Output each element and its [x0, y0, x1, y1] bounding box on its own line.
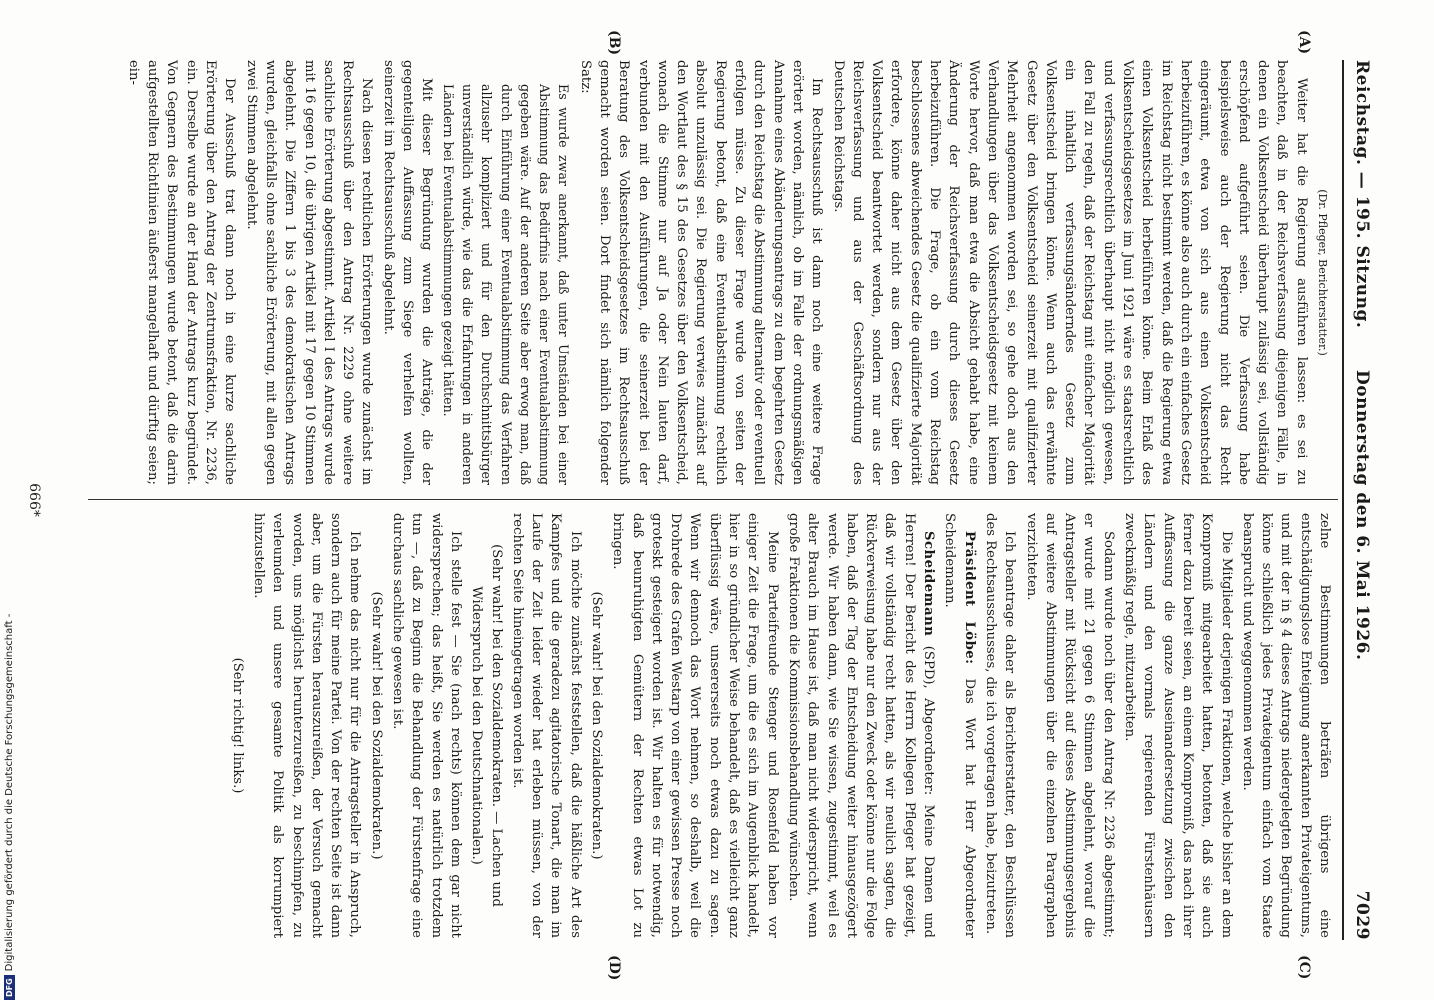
margin-mark-b: (B) [606, 30, 622, 56]
left-column [122, 60, 1334, 485]
speaker-tag: (Dr. Pfleger, Berichterstatter.) [1316, 189, 1329, 356]
digitization-note [4, 6, 20, 1000]
president-statement [940, 513, 979, 938]
header-page-number: 7029 [1352, 890, 1372, 940]
block-quote: Es wurde zwar anerkannt, daß unter Umständen bei einer Abstimmung das Bedürfnis nach einer Eventualabstimmung gegeben wäre. Auf der anderen Seite aber erwog man, daß durch Einführung einer Eventualabstimmung das Verfahren allzusehr kompliziert und für den Durchschnittsbürger unverständlich würde, wie das die Erfahrungen in anderen Ländern bei Eventualabstimmungen gezeigt hätten. [440, 84, 572, 485]
paragraph: Im Rechtsausschuß ist dann noch eine weitere Frage erörtert worden, nämlich, ob im Falle der ordnungsmäßigen Annahme eines Abänderungsantrags zu dem begehrten Gesetz durch den Reichstag die Abstimmung alternativ oder eventuell erfolgen müsse. Zu dieser Frage wurde von seiten der Regierung betont, daß eine Eventualabstimmung rechtlich absolut unzulässig sei. Die Regierung verwies zunächst auf den Wortlaut des § 15 des Gesetzes über den Volksentscheid, wonach die Stimme nur auf Ja oder Nein lauten darf, verbunden mit den Ausführungen, die seinerzeit bei der Beratung des Volksentscheidsgesetzes im Rechtsausschuß gemacht worden seien. Dort findet sich nämlich folgender Satz: [577, 60, 825, 485]
digitization-text: Digitalisierung gefördert durch die Deutsche Forschungsgemeinschaft - [4, 613, 15, 972]
header-rule [1342, 60, 1344, 940]
paragraph: Mit dieser Begründung wurden die Anträge, die der gegenteiligen Auffassung zum Siege verhelfen wollten, seinerzeit im Rechtsausschuß abgelehnt. [380, 60, 435, 485]
margin-mark-a: (A) [1296, 30, 1312, 55]
speaker-name: Scheidemann [921, 531, 937, 637]
paragraph: zelne Bestimmungen beträfen übrigens eine entschädigungslose Enteignung anerkannten Privateigentums, und mit der in § 4 dieses Antrags niedergelegten Begründung könne schließlich jedes Privateigentum einfach vom Staate beansprucht und weggenommen werden. [1239, 513, 1332, 938]
interjection: (Sehr wahr! bei den Sozialdemokraten.) [368, 591, 384, 860]
right-column [225, 513, 1334, 938]
page-header [1346, 60, 1372, 940]
interjection: (Sehr wahr! bei den Sozialdemokraten.) [589, 591, 605, 860]
margin-mark-c: (C) [1296, 955, 1312, 980]
interjection: (Sehr richtig! links.) [229, 657, 245, 794]
paragraph: Meine Parteifreunde Stenger und Rosenfeld haben vor einiger Zeit die Frage, um die es sich im Augenblick handelt, hier in so gründlicher Weise behandelt, daß es vielleicht ganz überflüssig wäre, unsererseits noch etwas dazu zu sagen. Wenn wir dennoch das Wort nehmen, so deshalb, weil die Drohrede des Grafen Westarp von einer gewissen Presse noch groteskt gesteigert worden ist. Wir halten es für notwendig, daß beunruhigten Gemütern der Rechten etwas Lot zu bringen. [610, 513, 780, 938]
footer-page-marker: 666* [26, 483, 42, 517]
margin-mark-d: (D) [606, 955, 622, 981]
header-session: Reichstag. — 195. Sitzung. [1352, 60, 1372, 329]
paragraph: Ich beantrage daher als Berichterstatter, den Beschlüssen des Rechtsausschusses, die ich vorgetragen habe, beizutreten. [982, 513, 1018, 938]
president-text: Das Wort hat Herr Abgeordneter Scheidemann. [942, 513, 977, 939]
speaker-intro: (SPD), Abgeordneter: Meine Damen und Herren! Der Bericht des Herrn Kollegen Pfleger hat gezeigt, daß wir vollständig recht hatten, als wir neulich sagten, die Rückverweisung habe nur den Zweck oder könne nur die Folge haben, daß der Tag der Entscheidung weiter hinausgezögert werde. Wir haben dann, wie Sie wissen, zugestimmt, weil es alter Brauch im Hause ist, daß man nicht widerspricht, wenn große Fraktionen die Kommissionsbehandlung wünschen. [785, 513, 937, 938]
president-name: Präsident Löbe: [961, 531, 977, 665]
interjection: (Sehr wahr! bei den Sozialdemokraten. — Lachen und Widerspruch bei den Deutschnationalen.) [469, 544, 504, 907]
paragraph: Ich nehme das nicht nur für die Antragsteller in Anspruch, sondern auch für meine Partei. Von der rechten Seite ist dann aber, um die Fürsten herauszureißen, der Versuch gemacht worden, uns möglichst herunterzureißen, zu beschimpfen, zu verleumden und unsere gesamte Politik als korrumpiert hinzustellen. [250, 513, 363, 938]
paragraph: Der Ausschuß trat dann noch in eine kurze sachliche Erörterung über den Antrag der Zentrumsfraktion, Nr. 2236, ein. Derselbe wurde an der Hand der Antrags kurz begründet. Von Gegnern des Bestimmungen wurde betont, daß die darin aufgestellten Richtlinien äußerst mangelhaft und dürftig seien; ein- [125, 60, 238, 485]
speaker-statement [784, 513, 938, 938]
paragraph: Nach diesen rechtlichen Erörterungen wurde zunächst im Rechtsausschuß über den Antrag Nr. 2229 ohne weitere sachliche Erörterung abgestimmt. Artikel I des Antrags wurde mit 16 gegen 10, die übrigen Artikel mit 17 gegen 10 Stimmen abgelehnt. Die Ziffern 1 bis 3 des demokratischen Antrags wurden, gleichfalls ohne sachliche Erörterung, mit allen gegen zwei Stimmen abgelehnt. [243, 60, 375, 485]
paragraph: Sodann wurde noch über den Antrag Nr. 2236 abgestimmt; er wurde mit 21 gegen 6 Stimmen abgelehnt, worauf die Antragsteller mit Rücksicht auf dieses Abstimmungsergebnis auf weitere Abstimmungen über die einzelnen Paragraphen verzichteten. [1023, 513, 1116, 938]
column-divider [88, 499, 1338, 500]
paragraph: Die Mitglieder derjenigen Fraktionen, welche bisher an dem Kompromiß mitgearbeitet hatten, betonten, daß sie auch ferner dazu bereit seien, an einem Kompromiß, das nach ihrer Auffassung die ganze Auseinandersetzung zwischen den Ländern und den vormals regierenden Fürstenhäusern zweckmäßig regle, mitzuarbeiten. [1122, 513, 1234, 938]
paragraph: Weiter hat die Regierung ausführen lassen: es sei zu beachten, daß in der Reichsverfassung diejenigen Fälle, in denen ein Volksentscheid überhaupt zulässig sei, vollständig erschöpfend aufgeführt seien. Die Verfassung habe beispielsweise auch der Regierung nicht das Recht eingeräumt, etwa von sich aus einen Volksentscheid herbeizuführen, es könne also auch durch ein einfaches Gesetz im Reichstag nicht bestimmt werden, daß die Regierung etwa einen Volksentscheid herbeiführen könne. Beim Erlaß des Volksentscheidsgesetzes im Juni 1921 wäre es staatsrechtlich und verfassungsrechtlich überhaupt nicht möglich gewesen, den Fall zu regeln, daß der Reichstag mit einfacher Majorität ein inhaltlich verfassungsänderndes Gesetz zum Volksentscheid bringen könne. Wenn auch das erwähnte Gesetz über den Volksentscheid seinerzeit mit qualifizierter Mehrheit angenommen worden sei, so gehe doch aus den Verhandlungen über das Volksentscheidsgesetz mit keinem Worte hervor, daß man etwa die Absicht gehabt habe, eine Änderung der Reichsverfassung durch dieses Gesetz herbeizuführen. Die Frage, ob ein vom Reichstag beschlossenes abweichendes Gesetz die qualifizierte Majorität erfordere, könne daher nicht aus dem Gesetz über den Volksentscheid beantwortet werden, sondern nur aus der Reichsverfassung und aus der Geschäftsordnung des Deutschen Reichstags. [830, 60, 1309, 485]
dfg-logo: DFG [4, 975, 15, 1000]
header-date: Donnerstag den 6. Mai 1926. [1352, 370, 1372, 661]
paragraph: Ich stelle fest — Sie (nach rechts) können dem gar nicht widersprechen; das heißt, Sie werden es natürlich trotzdem tun —, daß zu Beginn die Behandlung der Fürstenfrage eine durchaus sachliche gewesen ist. [390, 513, 463, 938]
paragraph: Ich möchte zunächst feststellen, daß die häßliche Art des Kampfes und die geradezu agitatorische Tonart, die man im Laufe der Zeit leider wieder hat erleben müssen, von der rechten Seite hineingetragen worden ist. [509, 513, 583, 938]
